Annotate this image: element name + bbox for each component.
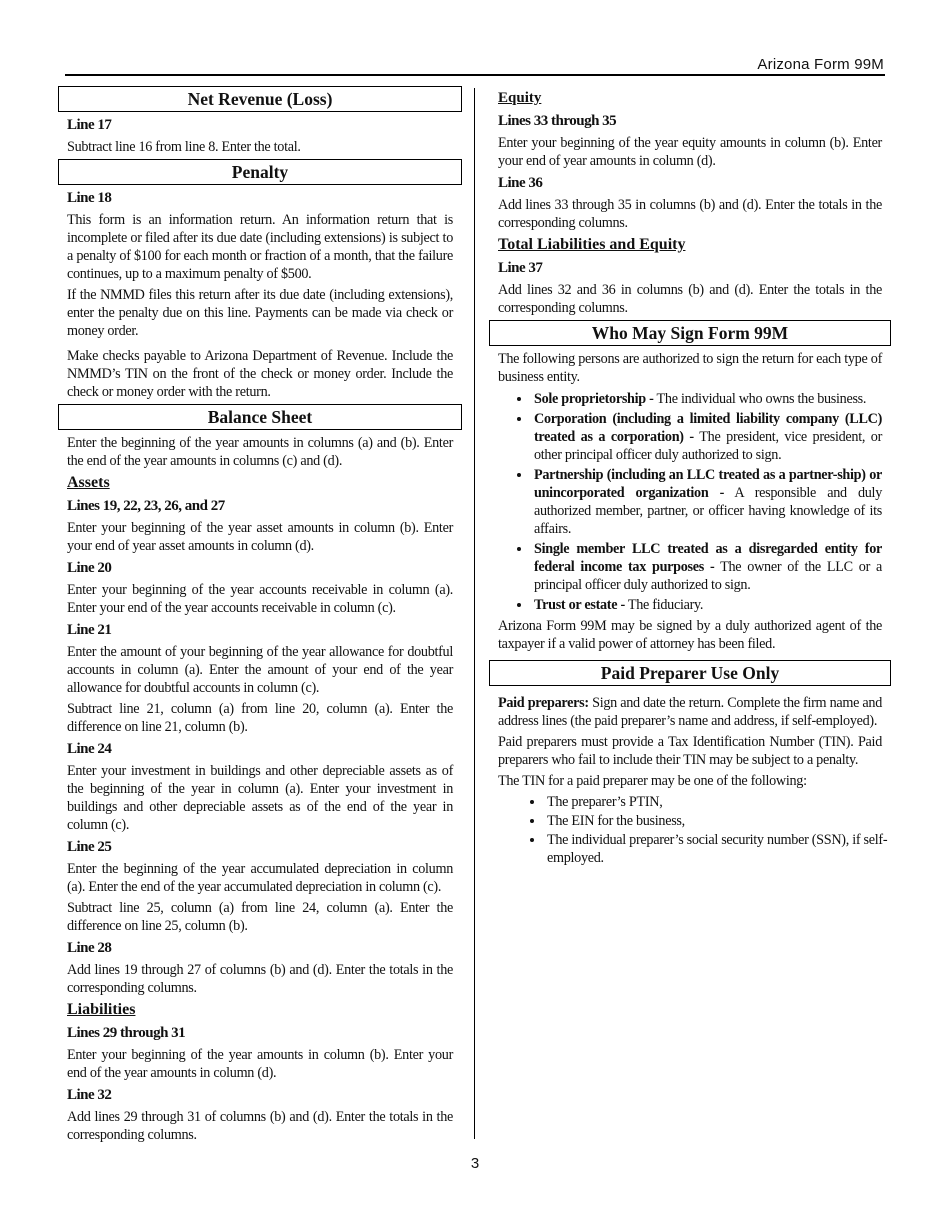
right-column <box>489 86 891 868</box>
signer-desc: The individual who owns the business. <box>653 391 867 407</box>
line-25-heading: Line 25 <box>67 839 112 855</box>
signer-desc: The owner of the LLC or a principal officer duly authorized to sign. <box>534 559 882 593</box>
lines-29-31-heading: Lines 29 through 31 <box>67 1025 186 1041</box>
line-28-text: Add lines 19 through 27 of columns (b) and (d). Enter the totals in the corresponding columns. <box>67 962 453 996</box>
signer-list <box>498 390 882 614</box>
signer-desc: The president, vice president, or other principal officer duly authorized to sign. <box>534 429 882 463</box>
who-may-sign-intro: The following persons are authorized to sign the return for each type of business entity. <box>498 351 882 385</box>
list-item <box>532 596 882 614</box>
section-heading-net-revenue: Net Revenue (Loss) <box>58 86 462 112</box>
line-21-text-2: Subtract line 21, column (a) from line 20, column (a). Enter the difference on line 21, column (b). <box>67 701 453 735</box>
paid-preparers-text: Sign and date the return. Complete the firm name and address lines (the paid preparer’s name and address, if self-employed). <box>498 695 882 729</box>
signer-desc: A responsible and duly authorized member, partner, or officer having knowledge of its affairs. <box>534 485 882 537</box>
list-item <box>532 390 882 408</box>
header-rule <box>65 74 885 76</box>
lines-19-27-heading: Lines 19, 22, 23, 26, and 27 <box>67 498 225 514</box>
penalty-paragraph-3: Make checks payable to Arizona Department of Revenue. Include the NMMD’s TIN on the front of the check or money order. Include the check or money order with the return. <box>67 348 453 400</box>
section-heading-paid-preparer: Paid Preparer Use Only <box>489 660 891 686</box>
line-21-heading: Line 21 <box>67 622 112 638</box>
section-heading-penalty: Penalty <box>58 159 462 185</box>
list-item <box>532 540 882 594</box>
paid-preparers-label: Paid preparers: <box>498 695 589 711</box>
lines-29-31-text: Enter your beginning of the year amounts in column (b). Enter your end of the year amounts in column (d). <box>67 1047 453 1081</box>
line-32-heading: Line 32 <box>67 1087 112 1103</box>
signer-type: Single member LLC treated as a disregarded entity for federal income tax purposes - <box>534 541 882 575</box>
line-21-text-1: Enter the amount of your beginning of the year allowance for doubtful accounts in column (a). Enter the amount of your end of the year allowance for doubtful accounts in column (c). <box>67 644 453 696</box>
list-item <box>532 410 882 464</box>
line-20-heading: Line 20 <box>67 560 112 576</box>
line-37-text: Add lines 32 and 36 in columns (b) and (d). Enter the totals in the corresponding columns. <box>498 282 882 316</box>
signer-type: Sole proprietorship - <box>534 391 654 407</box>
balance-sheet-intro: Enter the beginning of the year amounts in columns (a) and (b). Enter the end of the year amounts in columns (c) and (d). <box>67 435 453 469</box>
section-heading-balance-sheet: Balance Sheet <box>58 404 462 430</box>
list-item <box>532 466 882 538</box>
lines-33-35-text: Enter your beginning of the year equity amounts in column (b). Enter your end of year amounts in column (d). <box>498 135 882 169</box>
line-24-text: Enter your investment in buildings and other depreciable assets as of the beginning of the year in column (a). Enter your investment in buildings and other depreciable assets as of the end of the year in column (c). <box>67 763 453 833</box>
signer-type: Trust or estate - <box>534 597 625 613</box>
signer-desc: The fiduciary. <box>624 597 704 613</box>
lines-33-35-heading: Lines 33 through 35 <box>498 113 617 129</box>
paid-preparer-paragraph-2: Paid preparers must provide a Tax Identification Number (TIN). Paid preparers who fail to include their TIN may be subject to a penalty. <box>498 734 882 768</box>
paid-preparer-paragraph-3: The TIN for a paid preparer may be one of the following: <box>498 773 807 789</box>
line-28-heading: Line 28 <box>67 940 112 956</box>
penalty-paragraph-1: This form is an information return. An information return that is incomplete or filed after its due date (including extensions) is subject to a penalty of $100 for each month or fraction of a month, that the failure continues, up to a maximum penalty of $500. <box>67 212 453 282</box>
column-divider <box>474 88 475 1139</box>
list-item: • The preparer’s PTIN, <box>545 793 891 811</box>
line-18-heading: Line 18 <box>67 190 112 206</box>
page-header-form-name: Arizona Form 99M <box>757 56 884 73</box>
section-heading-who-may-sign: Who May Sign Form 99M <box>489 320 891 346</box>
line-17-heading: Line 17 <box>67 117 112 133</box>
line-37-heading: Line 37 <box>498 260 543 276</box>
penalty-paragraph-2: If the NMMD files this return after its due date (including extensions), enter the penalty due on this line. Payments can be made via check or money order. <box>67 287 453 339</box>
line-25-text-1: Enter the beginning of the year accumulated depreciation in column (a). Enter the end of the year accumulated depreciation in column (c). <box>67 861 453 895</box>
line-25-text-2: Subtract line 25, column (a) from line 24, column (a). Enter the difference on line 25, column (b). <box>67 900 453 934</box>
page-number: 3 <box>470 1155 480 1172</box>
paid-preparer-paragraph-1 <box>498 694 882 730</box>
line-17-text: Subtract line 16 from line 8. Enter the total. <box>67 139 301 155</box>
left-column <box>58 86 462 1147</box>
signer-type: Corporation (including a limited liability company (LLC) treated as a corporation) - <box>534 411 882 445</box>
list-item: • The EIN for the business, <box>545 812 891 830</box>
assets-heading: Assets <box>67 474 110 491</box>
tin-list <box>489 793 891 867</box>
line-36-text: Add lines 33 through 35 in columns (b) and (d). Enter the totals in the corresponding columns. <box>498 197 882 231</box>
who-may-sign-outro: Arizona Form 99M may be signed by a duly authorized agent of the taxpayer if a valid power of attorney has been filed. <box>498 618 882 652</box>
signer-type: Partnership (including an LLC treated as a partner-ship) or unincorporated organization - <box>534 467 882 501</box>
line-32-text: Add lines 29 through 31 of columns (b) and (d). Enter the totals in the corresponding columns. <box>67 1109 453 1143</box>
line-24-heading: Line 24 <box>67 741 112 757</box>
line-36-heading: Line 36 <box>498 175 543 191</box>
total-liabilities-equity-heading: Total Liabilities and Equity <box>498 236 686 253</box>
list-item: • The individual preparer’s social security number (SSN), if self-employed. <box>545 831 891 867</box>
lines-19-27-text: Enter your beginning of the year asset amounts in column (b). Enter your end of year asset amounts in column (d). <box>67 520 453 554</box>
line-20-text: Enter your beginning of the year accounts receivable in column (a). Enter your end of the year accounts receivable in column (c). <box>67 582 453 616</box>
liabilities-heading: Liabilities <box>67 1001 136 1018</box>
equity-heading: Equity <box>498 90 542 106</box>
